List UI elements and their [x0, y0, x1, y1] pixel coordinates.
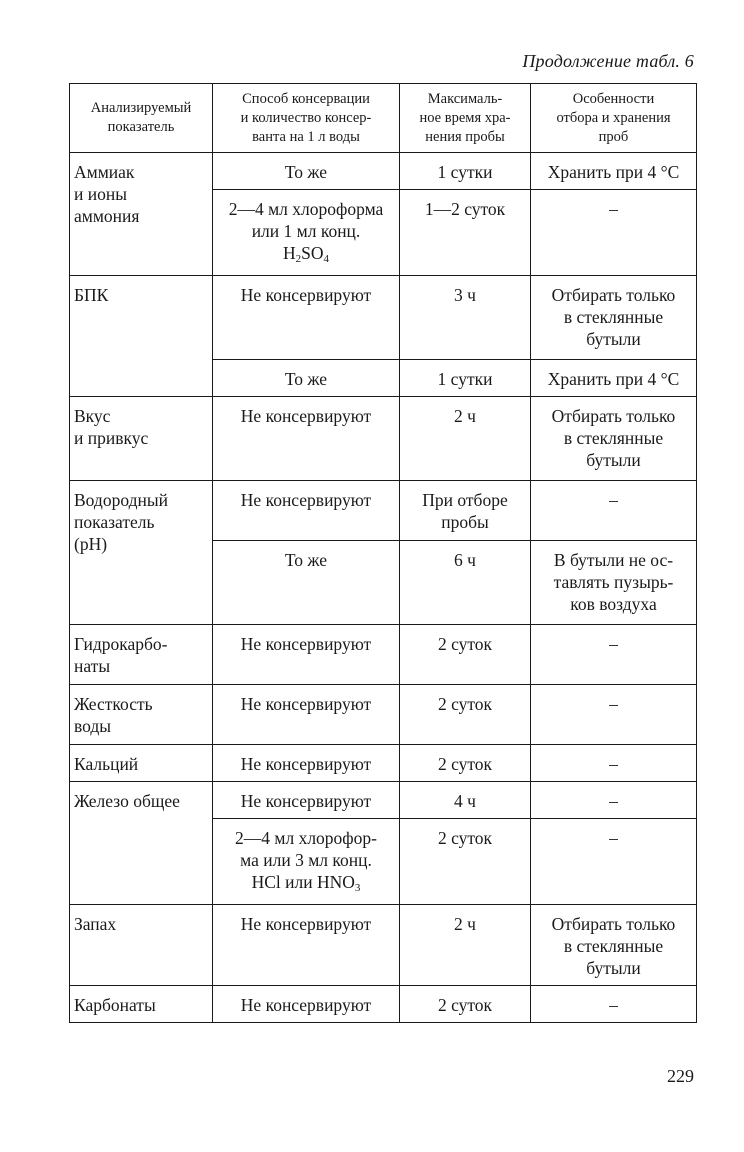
cell-notes: – — [531, 625, 697, 685]
cell-parameter: Аммиак и ионы аммония — [70, 153, 213, 276]
table-row — [70, 685, 697, 745]
column-header-parameter: Анализируемый показатель — [70, 84, 213, 153]
cell-method: Не консервируют — [213, 397, 400, 481]
cell-method: 2—4 мл хлорофор- ма или 3 мл конц. HCl или $HNO_3$ — [213, 819, 400, 905]
cell-time: При отборе пробы — [400, 481, 531, 541]
cell-parameter: Железо общее — [70, 782, 213, 905]
cell-method: То же — [213, 360, 400, 397]
table-row — [70, 397, 697, 481]
cell-time: 2 суток — [400, 625, 531, 685]
cell-method: Не консервируют — [213, 986, 400, 1023]
table-row — [70, 625, 697, 685]
cell-notes: Отбирать только в стеклянные бутыли — [531, 905, 697, 986]
table-row — [70, 276, 697, 360]
column-header-notes: Особенности отбора и хранения проб — [531, 84, 697, 153]
cell-method: 2—4 мл хлороформа или 1 мл конц. $H_2SO_4$ — [213, 190, 400, 276]
cell-parameter: Гидрокарбо- наты — [70, 625, 213, 685]
cell-notes: – — [531, 685, 697, 745]
cell-parameter: Вкус и привкус — [70, 397, 213, 481]
cell-method: Не консервируют — [213, 745, 400, 782]
cell-method: Не консервируют — [213, 782, 400, 819]
header-row — [70, 84, 697, 153]
cell-notes: – — [531, 986, 697, 1023]
cell-notes: – — [531, 481, 697, 541]
cell-notes: – — [531, 782, 697, 819]
cell-time: 2 суток — [400, 819, 531, 905]
cell-notes: Хранить при 4 °С — [531, 153, 697, 190]
cell-parameter: Водородный показатель (pH) — [70, 481, 213, 625]
cell-time: 1—2 суток — [400, 190, 531, 276]
cell-time: 2 суток — [400, 685, 531, 745]
cell-method: То же — [213, 153, 400, 190]
cell-notes: – — [531, 190, 697, 276]
cell-parameter: Карбонаты — [70, 986, 213, 1023]
cell-notes: В бутыли не ос- тавлять пузырь- ков воздуха — [531, 541, 697, 625]
cell-time: 1 сутки — [400, 153, 531, 190]
cell-time: 2 суток — [400, 745, 531, 782]
table-row — [70, 905, 697, 986]
cell-time: 1 сутки — [400, 360, 531, 397]
cell-method: Не консервируют — [213, 905, 400, 986]
cell-time: 2 ч — [400, 905, 531, 986]
column-header-time: Максималь- ное время хра- нения пробы — [400, 84, 531, 153]
cell-time: 2 ч — [400, 397, 531, 481]
table-row — [70, 153, 697, 190]
cell-method: Не консервируют — [213, 625, 400, 685]
cell-notes: Отбирать только в стеклянные бутыли — [531, 276, 697, 360]
cell-parameter: Кальций — [70, 745, 213, 782]
cell-time: 6 ч — [400, 541, 531, 625]
cell-time: 4 ч — [400, 782, 531, 819]
table-header — [70, 84, 697, 153]
cell-notes: Хранить при 4 °С — [531, 360, 697, 397]
page-number: 229 — [667, 1066, 694, 1086]
cell-method: То же — [213, 541, 400, 625]
table-row — [70, 745, 697, 782]
cell-method: Не консервируют — [213, 276, 400, 360]
table-body — [70, 153, 697, 1023]
cell-parameter: БПК — [70, 276, 213, 397]
cell-notes: – — [531, 745, 697, 782]
cell-method: Не консервируют — [213, 481, 400, 541]
running-title: Продолжение табл. 6 — [522, 51, 694, 71]
cell-notes: Отбирать только в стеклянные бутыли — [531, 397, 697, 481]
cell-time: 2 суток — [400, 986, 531, 1023]
cell-time: 3 ч — [400, 276, 531, 360]
table-row — [70, 986, 697, 1023]
cell-notes: – — [531, 819, 697, 905]
cell-method: Не консервируют — [213, 685, 400, 745]
column-header-method: Способ консервации и количество консер- ванта на 1 л воды — [213, 84, 400, 153]
cell-parameter: Жесткость воды — [70, 685, 213, 745]
table-row — [70, 782, 697, 819]
table-row — [70, 481, 697, 541]
cell-parameter: Запах — [70, 905, 213, 986]
preservation-table — [69, 83, 697, 1023]
